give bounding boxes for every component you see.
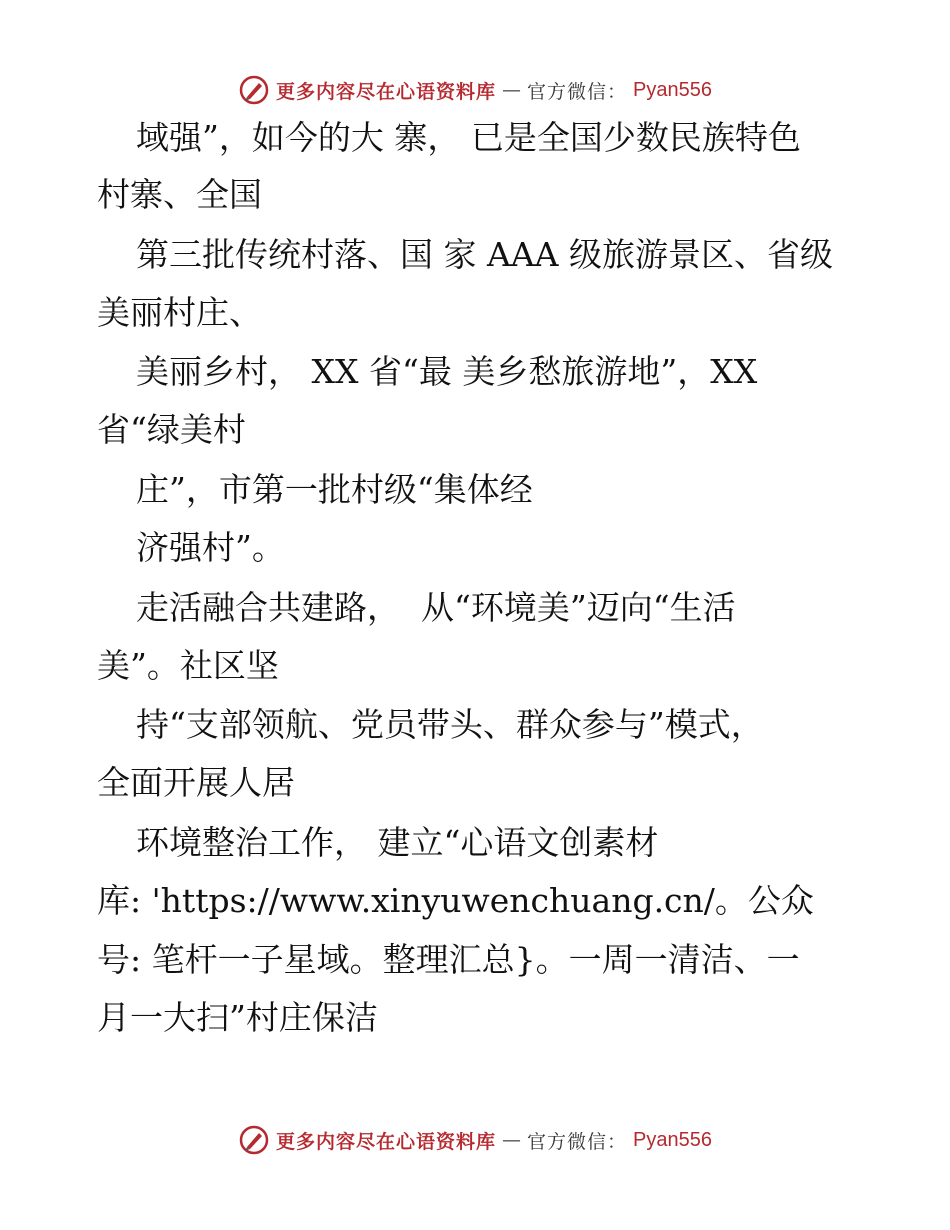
body-line: 美丽村庄、 — [97, 293, 262, 332]
body-line: 域强”，如今的大 寨， 已是全国少数民族特色 — [136, 118, 801, 157]
pen-logo-icon — [238, 74, 270, 106]
body-line: 济强村”。 — [136, 528, 285, 567]
header-brand: 更多内容尽在心语资料库 — [276, 80, 497, 103]
footer-dash: — — [502, 1129, 522, 1151]
header-wechat-label: 官方微信： — [527, 80, 628, 103]
header-banner — [0, 70, 950, 110]
body-line: 美丽乡村， XX 省“最 美乡愁旅游地”，XX — [136, 352, 758, 391]
body-line: 月一大扫”村庄保洁 — [97, 998, 378, 1037]
footer-wechat-label: 官方微信： — [527, 1130, 628, 1153]
header-dash: — — [502, 79, 522, 101]
footer-brand: 更多内容尽在心语资料库 — [276, 1130, 497, 1153]
body-line: 庄”，市第一批村级“集体经 — [136, 470, 533, 509]
body-line: 美”。社区坚 — [97, 646, 279, 685]
body-line: 第三批传统村落、国 家 AAA 级旅游景区、省级 — [136, 235, 833, 274]
body-line: 全面开展人居 — [97, 763, 295, 802]
body-line: 环境整治工作， 建立“心语文创素材 — [136, 823, 659, 862]
body-line: 持“支部领航、党员带头、群众参与”模式， — [136, 705, 764, 744]
pen-logo-icon — [238, 1124, 270, 1156]
body-line: 库: 'https://www.xinyuwenchuang.cn/。公众 — [97, 881, 814, 920]
body-line: 村寨、全国 — [97, 175, 262, 214]
footer-banner — [0, 1120, 950, 1160]
body-line: 走活融合共建路， 从“环境美”迈向“生活 — [136, 588, 736, 627]
header-account: Pyan556 — [633, 78, 712, 101]
body-line: 号: 笔杆一子星域。整理汇总}。一周一清洁、一 — [97, 940, 800, 979]
footer-account: Pyan556 — [633, 1128, 712, 1151]
body-line: 省“绿美村 — [97, 410, 246, 449]
